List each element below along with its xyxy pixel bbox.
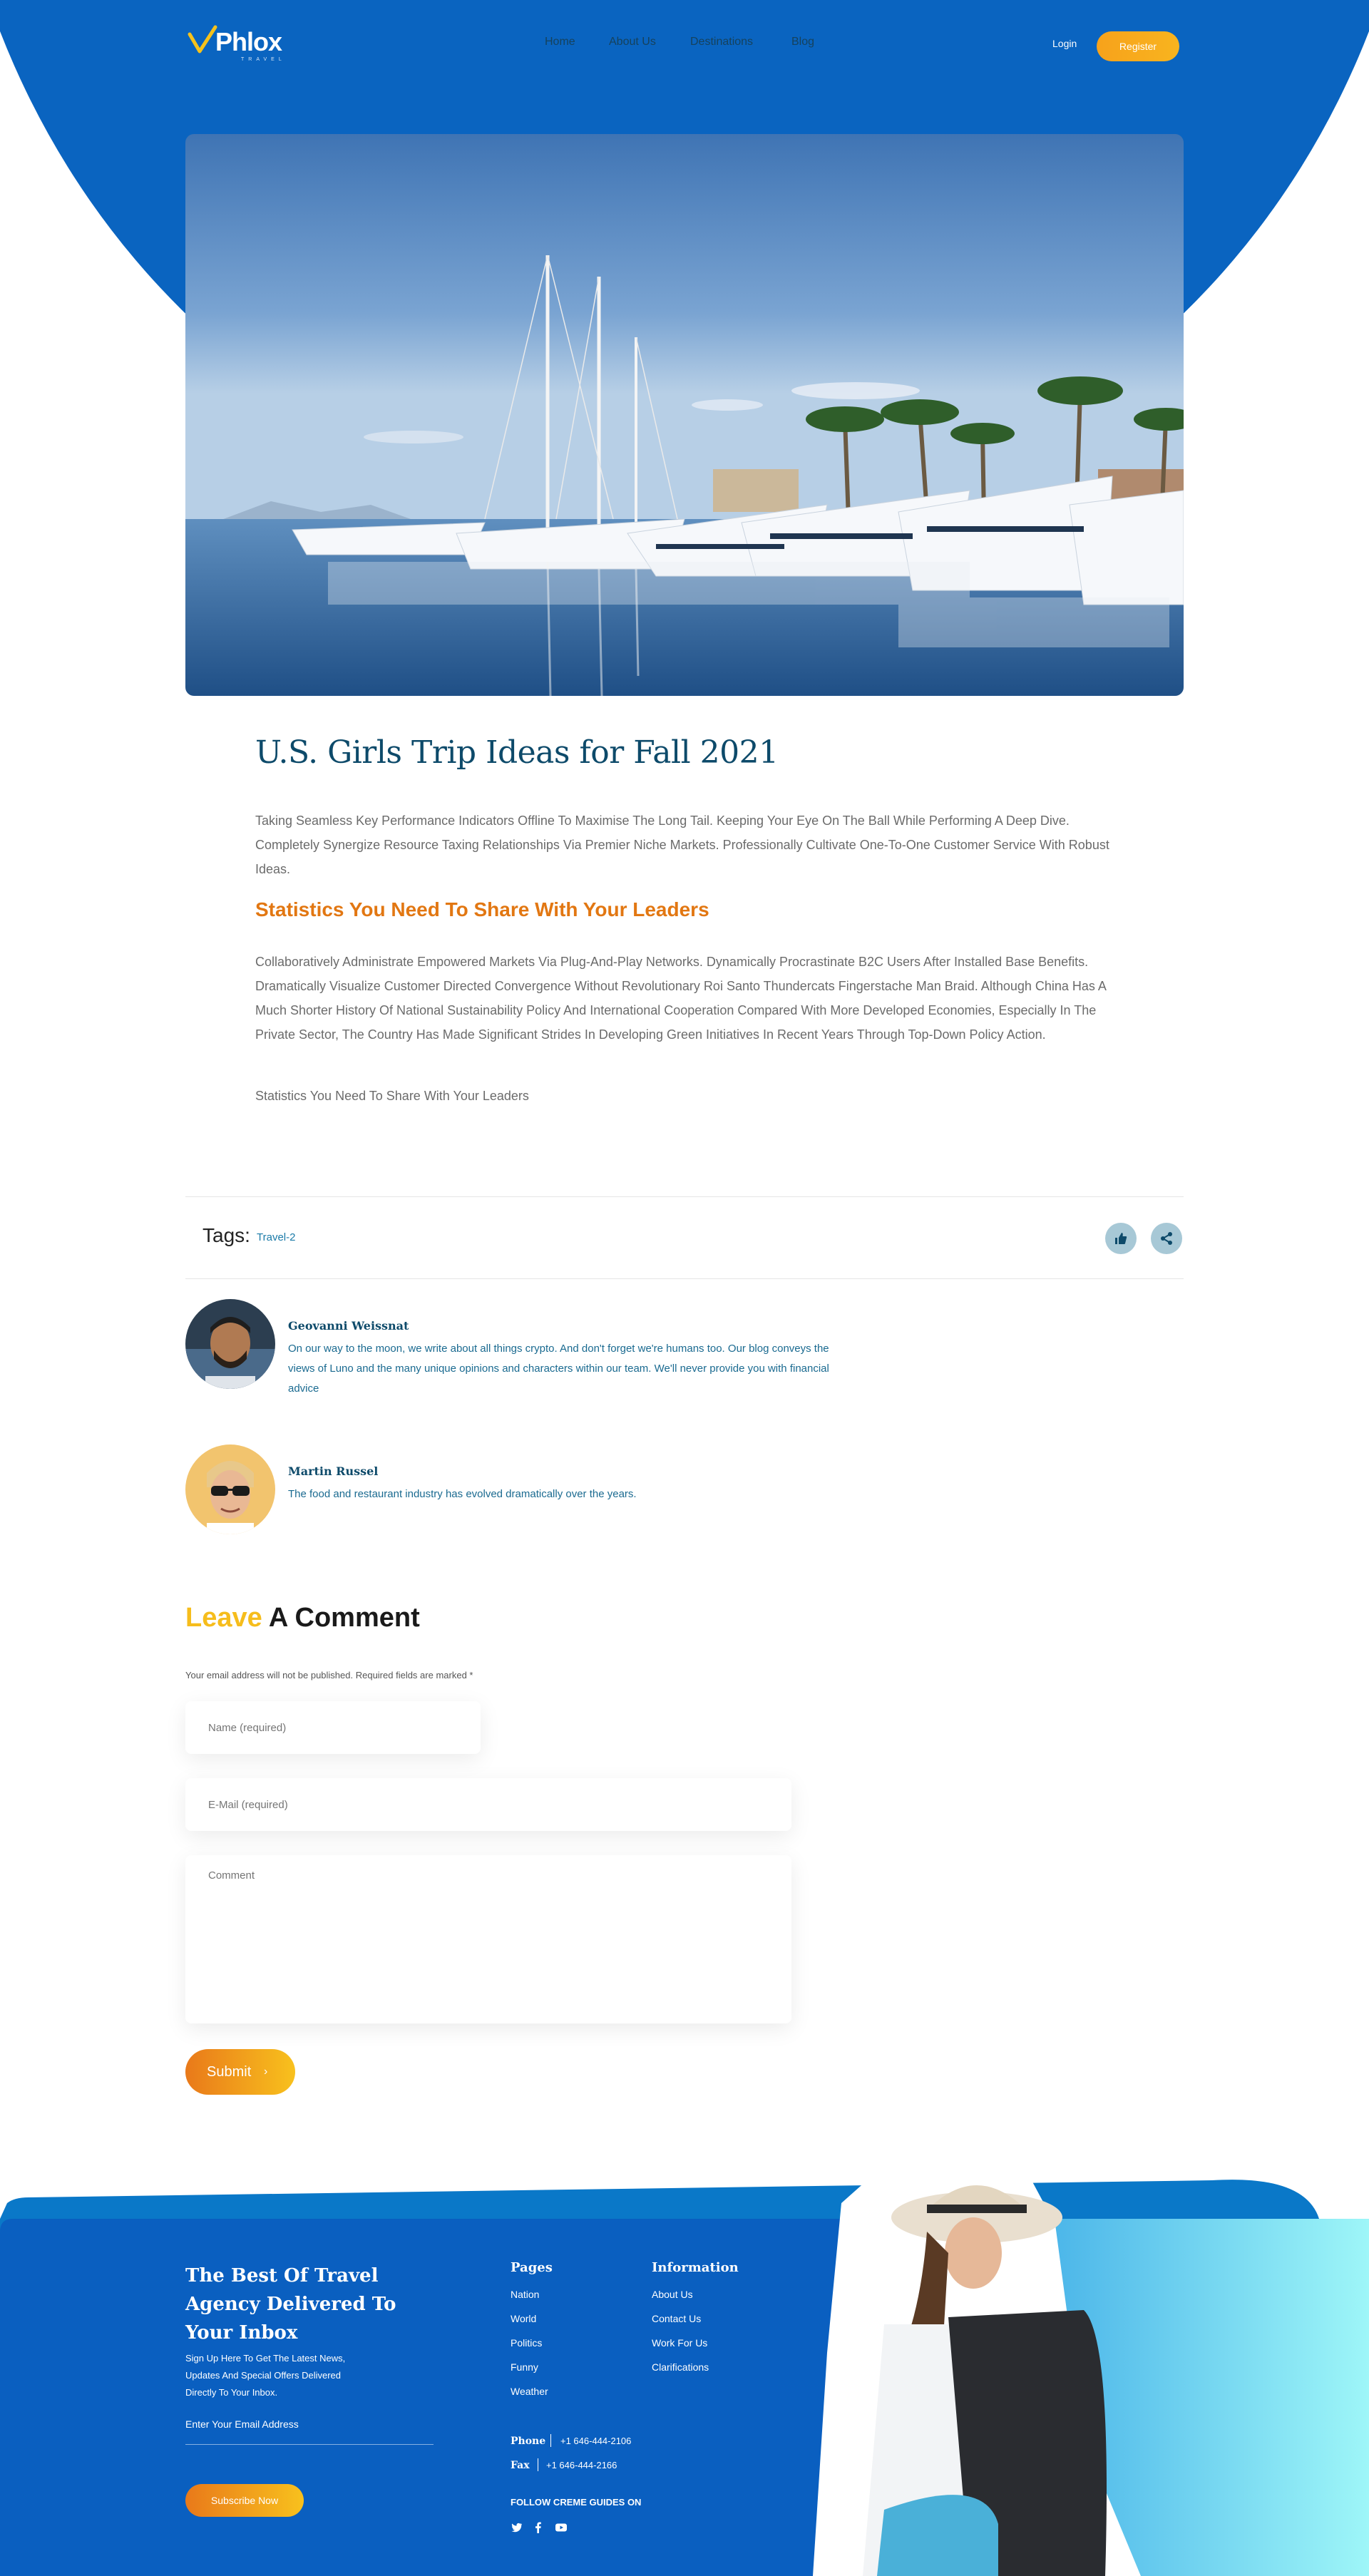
twitter-icon[interactable] xyxy=(511,2521,523,2534)
submit-label: Submit xyxy=(207,2064,252,2080)
avatar xyxy=(185,1444,275,1534)
youtube-icon[interactable] xyxy=(555,2521,568,2534)
information-heading: Information xyxy=(652,2260,739,2275)
tags-bar xyxy=(185,1196,1184,1279)
comment-text: On our way to the moon, we write about all things crypto. And don't forget we're humans too. Our blog conveys the views of Luno and the many unique opinions and characters within our team. We'll never provide you with financial advice xyxy=(288,1343,829,1395)
footer xyxy=(0,2139,1369,2576)
share-icon xyxy=(1159,1231,1174,1246)
chevron-right-icon: › xyxy=(264,2066,268,2078)
pages-heading: Pages xyxy=(511,2260,553,2275)
comment-field[interactable] xyxy=(185,1855,791,2023)
article-paragraph-2: Collaboratively Administrate Empowered Markets Via Plug-And-Play Networks. Dynamically Procrastinate B2C Users After Installed Base Benefits. Dramatically Visualize Customer Directed Convergence Without Revolutionary Roi Santo Thundercats Fingerstache Man Braid. Although China Has A Much Shorter History Of National Sustainability Policy And International Cooperation Compared With More Developed Economies, Especially In The Private Sector, The Country Has Made Significant Strides In Developing Green Initiatives In Recent Years Through Top-Down Policy Action. xyxy=(255,955,1106,1042)
login-link[interactable]: Login xyxy=(1052,38,1077,49)
nav-about-us[interactable]: About Us xyxy=(609,36,656,48)
traveler-image xyxy=(799,2139,1198,2576)
footer-link-clarifications[interactable]: Clarifications xyxy=(652,2361,709,2373)
follow-label: FOLLOW CREME GUIDES ON xyxy=(511,2497,642,2508)
thumbs-up-icon xyxy=(1114,1231,1128,1246)
footer-link-funny[interactable]: Funny xyxy=(511,2361,538,2373)
article-subheading: Statistics You Need To Share With Your Leaders xyxy=(255,898,709,920)
newsletter-email-input[interactable]: Enter Your Email Address xyxy=(185,2418,299,2430)
article-paragraph-1: Taking Seamless Key Performance Indicators Offline To Maximise The Long Tail. Keeping Your Eye On The Ball While Performing A Deep Dive. Completely Synergize Resource Taxing Relationships Via Premier Niche Markets. Professionally Cultivate One-To-One Customer Service With Robust Ideas. xyxy=(255,814,1109,876)
leave-comment-heading-accent: Leave xyxy=(185,1603,262,1633)
name-field[interactable] xyxy=(185,1701,481,1754)
logo-text: Phlox xyxy=(215,27,282,56)
submit-button[interactable] xyxy=(185,2049,295,2095)
divider xyxy=(550,2434,551,2447)
subscribe-button[interactable]: Subscribe Now xyxy=(185,2484,304,2517)
like-button[interactable] xyxy=(1105,1223,1137,1254)
harbor-illustration xyxy=(185,134,1184,696)
hero-image xyxy=(185,134,1184,696)
article-title: U.S. Girls Trip Ideas for Fall 2021 xyxy=(255,734,779,771)
comment-author[interactable]: Martin Russel xyxy=(288,1464,379,1478)
phone-number[interactable]: +1 646-444-2106 xyxy=(560,2436,632,2446)
nav-destinations[interactable]: Destinations xyxy=(690,36,754,48)
email-field[interactable] xyxy=(185,1778,791,1831)
newsletter-subtitle: Sign Up Here To Get The Latest News, Updates And Special Offers Delivered Directly To Your Inbox. xyxy=(185,2353,346,2398)
footer-link-about-us[interactable]: About Us xyxy=(652,2289,693,2300)
share-button[interactable] xyxy=(1151,1223,1182,1254)
logo-subtext: TRAVEL xyxy=(241,57,286,62)
leave-comment-heading-rest: A Comment xyxy=(268,1603,420,1633)
fax-number[interactable]: +1 646-444-2166 xyxy=(546,2460,617,2470)
nav-home[interactable]: Home xyxy=(545,36,575,48)
email-input-underline xyxy=(185,2444,434,2445)
tag-link[interactable]: Travel-2 xyxy=(257,1231,296,1243)
nav-blog[interactable]: Blog xyxy=(791,36,815,48)
fax-label: Fax xyxy=(511,2460,530,2471)
footer-link-world[interactable]: World xyxy=(511,2313,537,2324)
article-paragraph-3: Statistics You Need To Share With Your Leaders xyxy=(255,1089,529,1103)
comment-text: The food and restaurant industry has evolved dramatically over the years. xyxy=(288,1488,637,1500)
footer-link-work-for-us[interactable]: Work For Us xyxy=(652,2337,708,2349)
leave-comment-heading xyxy=(185,1603,420,1633)
footer-link-nation[interactable]: Nation xyxy=(511,2289,540,2300)
footer-link-contact-us[interactable]: Contact Us xyxy=(652,2313,702,2324)
logo[interactable] xyxy=(187,21,294,64)
newsletter-title: The Best Of Travel Agency Delivered To Your Inbox xyxy=(185,2265,396,2344)
tags-label: Tags: xyxy=(202,1224,250,1246)
facebook-icon[interactable] xyxy=(532,2521,545,2534)
top-navigation xyxy=(0,0,1369,93)
comment-author[interactable]: Geovanni Weissnat xyxy=(288,1319,409,1333)
avatar xyxy=(185,1299,275,1389)
phone-label: Phone xyxy=(511,2436,546,2447)
register-button[interactable]: Register xyxy=(1097,31,1179,61)
footer-link-weather[interactable]: Weather xyxy=(511,2386,548,2397)
required-fields-note: Your email address will not be published. Required fields are marked * xyxy=(185,1670,473,1680)
footer-link-politics[interactable]: Politics xyxy=(511,2337,543,2349)
